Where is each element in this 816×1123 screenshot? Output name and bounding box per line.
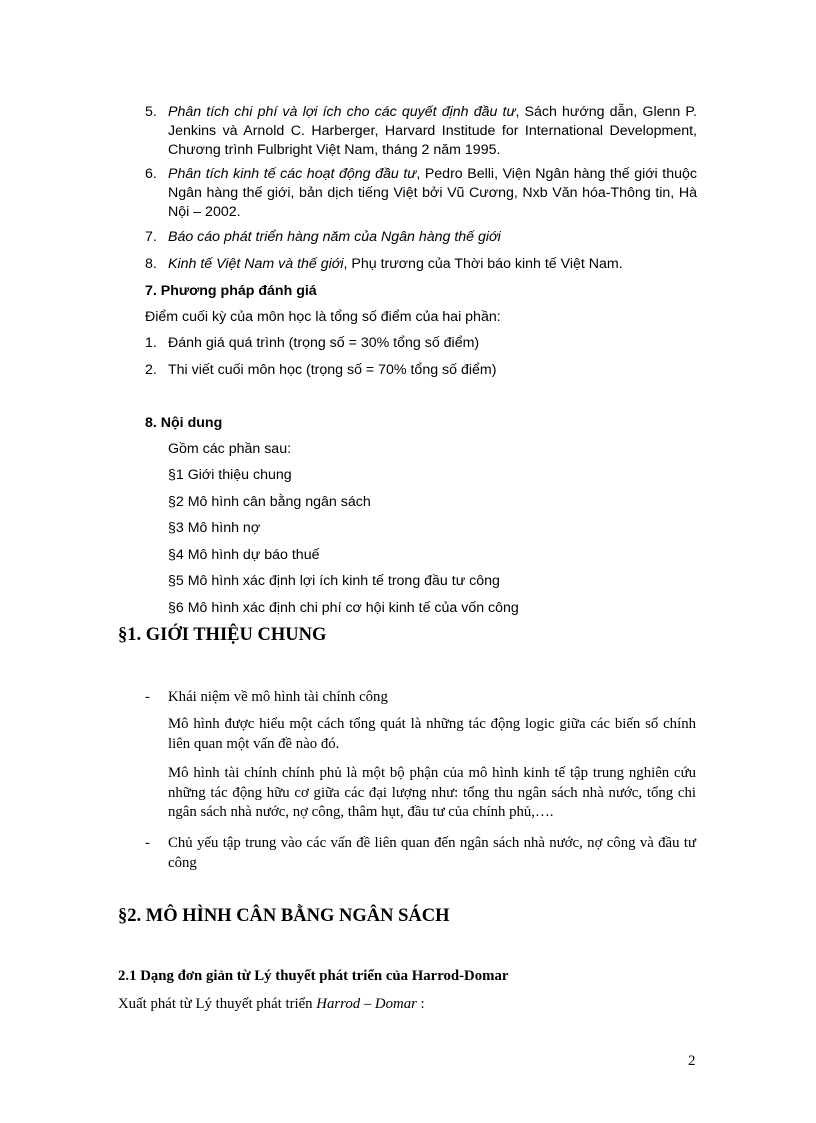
- reference-text: [168, 165, 697, 222]
- paragraph: Mô hình tài chính chính phủ là một bộ phận của mô hình kinh tế tập trung nghiên cứu những tác động hữu cơ giữa các đại lượng như: tổng thu ngân sách nhà nước, tổng chi ngân sách nhà nước, nợ công, thâm hụt, đầu tư của chính phủ,….: [168, 765, 696, 820]
- reference-item: [145, 228, 697, 247]
- list-item-number: 1.: [145, 335, 157, 351]
- toc-item: §5 Mô hình xác định lợi ích kinh tế trong đầu tư công: [168, 573, 500, 589]
- section-intro: Điểm cuối kỳ của môn học là tổng số điểm của hai phần:: [145, 309, 501, 325]
- bullet-dash: -: [145, 689, 150, 705]
- reference-title: Kinh tế Việt Nam và thế giới: [168, 256, 344, 272]
- intro-text: Xuất phát từ Lý thuyết phát triển: [118, 996, 317, 1012]
- toc-item: §3 Mô hình nợ: [168, 520, 261, 536]
- intro-suffix: :: [416, 996, 425, 1012]
- part-title: §2. MÔ HÌNH CÂN BẰNG NGÂN SÁCH: [118, 906, 450, 926]
- reference-number: 7.: [145, 229, 157, 245]
- bullet-dash: -: [145, 835, 150, 851]
- section-heading: 8. Nội dung: [145, 415, 223, 431]
- toc-item: §6 Mô hình xác định chi phí cơ hội kinh tế của vốn công: [168, 600, 519, 616]
- reference-number: 5.: [145, 104, 157, 120]
- list-item-number: 2.: [145, 362, 157, 378]
- list-item: Thi viết cuối môn học (trọng số = 70% tổng số điểm): [168, 362, 497, 378]
- theory-name: Harrod – Domar: [316, 996, 417, 1012]
- toc-item: §4 Mô hình dự báo thuế: [168, 547, 320, 563]
- toc-item: §1 Giới thiệu chung: [168, 467, 292, 483]
- reference-text: [168, 255, 697, 274]
- bullet-heading: Khái niệm về mô hình tài chính công: [168, 689, 388, 705]
- reference-number: 6.: [145, 166, 157, 182]
- section-heading: 7. Phương pháp đánh giá: [145, 283, 317, 299]
- toc-item: §2 Mô hình cân bằng ngân sách: [168, 494, 371, 510]
- reference-item: [145, 165, 697, 222]
- section-intro: Gồm các phần sau:: [168, 441, 292, 457]
- paragraph: [118, 995, 425, 1015]
- reference-text: [168, 228, 697, 247]
- part-title: §1. GIỚI THIỆU CHUNG: [118, 625, 327, 645]
- reference-item: [145, 103, 697, 160]
- subsection-title: 2.1 Dạng đơn giản từ Lý thuyết phát triển của Harrod-Domar: [118, 968, 509, 984]
- list-item: Đánh giá quá trình (trọng số = 30% tổng số điểm): [168, 335, 480, 351]
- reference-details: , Phụ trương của Thời báo kinh tế Việt Nam.: [343, 256, 623, 272]
- reference-item: [145, 255, 697, 274]
- reference-number: 8.: [145, 256, 157, 272]
- reference-details: , Pedro Belli, Viện Ngân hàng thế giới thuộc Ngân hàng thế giới, bản dịch tiếng Việt bởi Vũ Cương, Nxb Văn hóa-Thông tin, Hà Nội – 2002.: [168, 166, 697, 220]
- reference-title: Phân tích kinh tế các hoạt động đầu tư: [168, 166, 417, 182]
- reference-title: Báo cáo phát triển hàng năm của Ngân hàng thế giới: [168, 229, 501, 245]
- reference-title: Phân tích chi phí và lợi ích cho các quyết định đầu tư: [168, 104, 516, 120]
- paragraph: Chủ yếu tập trung vào các vấn đề liên quan đến ngân sách nhà nước, nợ công và đầu tư công: [168, 835, 696, 871]
- reference-text: [168, 103, 697, 160]
- page-number: 2: [688, 1053, 696, 1069]
- paragraph: Mô hình được hiểu một cách tổng quát là những tác động logic giữa các biến số chính liên quan một vấn đề nào đó.: [168, 716, 696, 752]
- reference-details: , Sách hướng dẫn, Glenn P. Jenkins và Arnold C. Harberger, Harvard Institude for International Development, Chương trình Fulbright Việt Nam, tháng 2 năm 1995.: [168, 104, 697, 158]
